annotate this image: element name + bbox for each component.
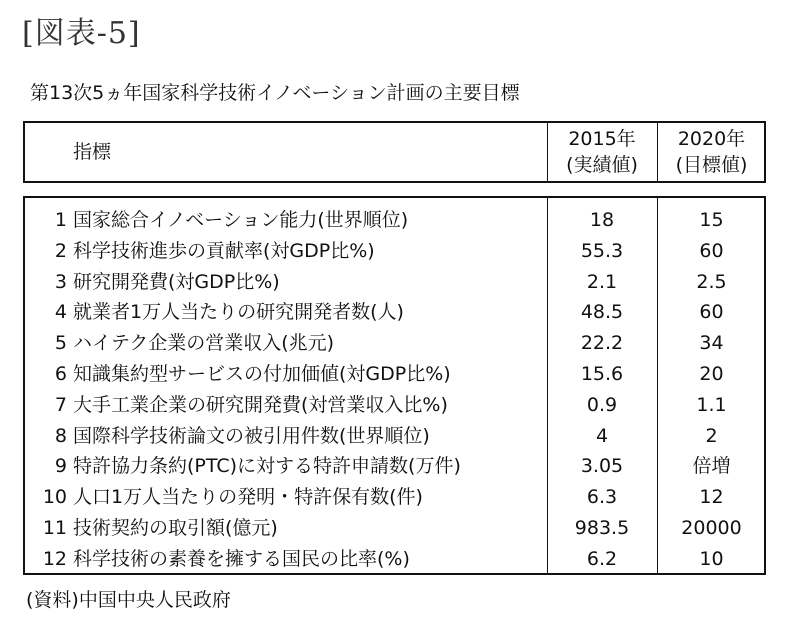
row-label: 国際科学技術論文の被引用件数(世界順位) bbox=[73, 424, 430, 447]
row-label: 知識集約型サービスの付加価値(対GDP比%) bbox=[73, 362, 451, 385]
table-row bbox=[25, 482, 764, 513]
header-2015 bbox=[547, 126, 657, 178]
header-2020-year: 2020年 bbox=[677, 128, 746, 150]
table-row bbox=[25, 544, 764, 575]
header-2020 bbox=[657, 126, 766, 178]
row-value-2015: 6.3 bbox=[586, 486, 618, 509]
row-number: 11 bbox=[42, 516, 67, 539]
figure-label: [図表-5] bbox=[22, 16, 141, 51]
row-value-2020: 1.1 bbox=[696, 393, 727, 416]
row-value-2020: 20000 bbox=[681, 516, 742, 539]
row-number: 4 bbox=[54, 301, 67, 324]
row-number: 10 bbox=[42, 486, 67, 509]
row-label: 就業者1万人当たりの研究開発者数(人) bbox=[73, 301, 404, 324]
row-value-2020: 10 bbox=[699, 547, 724, 570]
table-header bbox=[23, 121, 766, 183]
row-number: 6 bbox=[54, 362, 67, 385]
row-value-2020: 15 bbox=[699, 209, 724, 231]
row-value-2020: 20 bbox=[699, 362, 724, 385]
table-row bbox=[25, 328, 764, 359]
row-number: 9 bbox=[54, 455, 67, 478]
table-row bbox=[25, 451, 764, 482]
row-value-2015: 3.05 bbox=[580, 455, 624, 478]
row-value-2020: 34 bbox=[699, 332, 724, 355]
row-label: 大手工業企業の研究開発費(対営業収入比%) bbox=[73, 393, 448, 416]
row-number: 1 bbox=[54, 209, 67, 231]
row-value-2015: 6.2 bbox=[586, 547, 618, 570]
row-number: 8 bbox=[54, 424, 67, 447]
row-value-2020: 2 bbox=[705, 424, 718, 447]
table-row bbox=[25, 267, 764, 298]
header-indicator: 指標 bbox=[73, 141, 112, 163]
row-value-2015: 22.2 bbox=[580, 332, 624, 355]
document-title: 第13次5ヵ年国家科学技術イノベーション計画の主要目標 bbox=[30, 82, 520, 104]
table-row bbox=[25, 297, 764, 328]
table-body bbox=[23, 196, 766, 575]
row-number: 3 bbox=[54, 270, 67, 293]
source-note: (資料)中国中央人民政府 bbox=[26, 589, 231, 611]
table-row bbox=[25, 513, 764, 544]
header-2015-year: 2015年 bbox=[568, 128, 636, 150]
row-number: 5 bbox=[54, 332, 67, 355]
table-row bbox=[25, 421, 764, 452]
row-number: 12 bbox=[42, 547, 67, 570]
row-number: 7 bbox=[54, 393, 67, 416]
table-row bbox=[25, 236, 764, 267]
row-label: ハイテク企業の営業収入(兆元) bbox=[73, 332, 335, 355]
table-row bbox=[25, 390, 764, 421]
row-value-2015: 15.6 bbox=[580, 362, 624, 385]
table-rows bbox=[25, 205, 764, 575]
row-value-2015: 2.1 bbox=[586, 270, 618, 293]
table-row bbox=[25, 359, 764, 390]
row-value-2020: 2.5 bbox=[696, 270, 727, 293]
row-value-2015: 4 bbox=[595, 424, 609, 447]
row-label: 特許協力条約(PTC)に対する特許申請数(万件) bbox=[73, 455, 461, 478]
row-label: 科学技術の素養を擁する国民の比率(%) bbox=[73, 547, 410, 570]
row-number: 2 bbox=[54, 239, 67, 262]
row-value-2020: 60 bbox=[699, 239, 724, 262]
row-value-2015: 18 bbox=[589, 209, 615, 231]
row-value-2015: 48.5 bbox=[580, 301, 624, 324]
header-2020-sub: (目標値) bbox=[675, 154, 748, 176]
row-value-2015: 55.3 bbox=[580, 239, 624, 262]
row-value-2020: 倍増 bbox=[692, 455, 731, 478]
row-label: 技術契約の取引額(億元) bbox=[73, 516, 278, 539]
row-value-2015: 983.5 bbox=[574, 516, 630, 539]
row-value-2015: 0.9 bbox=[586, 393, 618, 416]
row-label: 研究開発費(対GDP比%) bbox=[73, 270, 280, 293]
header-2015-sub: (実績値) bbox=[566, 154, 638, 176]
row-label: 人口1万人当たりの発明・特許保有数(件) bbox=[73, 486, 423, 509]
table-row bbox=[25, 205, 764, 236]
row-value-2020: 12 bbox=[699, 486, 724, 509]
row-label: 科学技術進歩の貢献率(対GDP比%) bbox=[73, 239, 375, 262]
row-label: 国家総合イノベーション能力(世界順位) bbox=[73, 209, 409, 231]
row-value-2020: 60 bbox=[699, 301, 724, 324]
